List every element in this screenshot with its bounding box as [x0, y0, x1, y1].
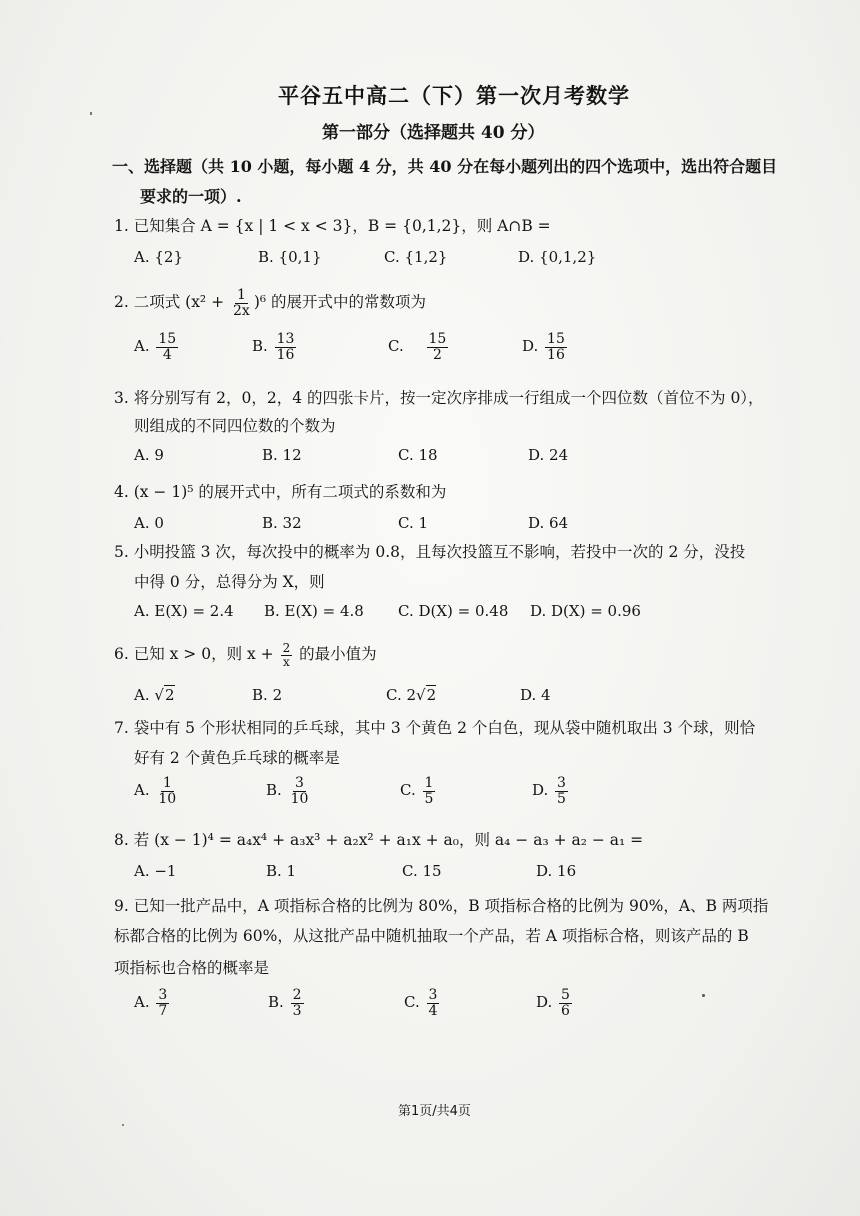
fraction-numerator: 3	[295, 775, 304, 791]
option-fraction	[427, 332, 449, 362]
fraction-numerator: 3	[158, 987, 168, 1003]
option-fraction	[289, 776, 311, 806]
question-6-option-a	[134, 686, 175, 704]
question-2-stem-fraction	[231, 288, 252, 318]
fraction-numerator: 13	[276, 331, 295, 347]
question-3-option-c: C. 18	[398, 446, 438, 464]
question-2-option-d	[522, 332, 569, 362]
radicand: 2	[164, 686, 175, 704]
option-letter: B.	[266, 781, 282, 800]
fraction-denominator: 5	[424, 790, 434, 807]
option-letter: C.	[386, 686, 402, 704]
option-fraction	[555, 776, 568, 806]
question-6-option-c	[386, 686, 436, 704]
question-7-option-d	[532, 776, 570, 806]
question-4-option-c: C. 1	[398, 514, 429, 532]
question-8-stem: 8. 若 (x − 1)⁴ = a₄x⁴ + a₃x³ + a₂x² + a₁x + a₀，则 a₄ − a₃ + a₂ − a₁ =	[114, 831, 644, 849]
option-letter: A.	[134, 337, 150, 356]
fraction-numerator: 3	[428, 987, 438, 1003]
question-8-option-c: C. 15	[402, 862, 442, 880]
option-fraction	[559, 988, 572, 1018]
question-3-option-d: D. 24	[528, 446, 569, 464]
question-8-option-a: A. −1	[134, 862, 177, 880]
fraction-numerator: 1	[162, 775, 172, 791]
option-letter: C.	[400, 781, 416, 800]
section-instruction-line2: 要求的一项）.	[140, 187, 242, 206]
option-value: 4	[541, 686, 551, 704]
question-5-stem-line2: 中得 0 分，总得分为 X，则	[134, 573, 325, 591]
question-5-option-a: A. E(X) = 2.4	[134, 602, 234, 620]
option-letter: C.	[404, 993, 420, 1012]
question-1-option-d: D. {0,1,2}	[518, 248, 597, 266]
radicand: 2	[426, 686, 437, 704]
question-6-stem-post: 的最小值为	[294, 645, 377, 664]
option-letter: D.	[522, 337, 539, 356]
question-2-option-c	[388, 332, 450, 362]
exam-title: 平谷五中高二（下）第一次月考数学	[278, 83, 630, 108]
section-instruction-line1: 一、选择题（共 10 小题，每小题 4 分，共 40 分在每小题列出的四个选项中，选出符合题目	[112, 157, 778, 176]
radical-sign: √	[154, 686, 164, 704]
question-8-option-d: D. 16	[536, 862, 577, 880]
option-letter: D.	[536, 993, 553, 1012]
question-5-option-b: B. E(X) = 4.8	[264, 602, 364, 620]
question-4-option-b: B. 32	[262, 514, 302, 532]
question-4-option-a: A. 0	[134, 514, 164, 532]
question-4-option-d: D. 64	[528, 514, 569, 532]
option-letter: B.	[252, 337, 268, 356]
question-1-option-c: C. {1,2}	[384, 248, 448, 266]
scan-speck	[122, 1124, 124, 1126]
option-letter: B.	[252, 686, 268, 704]
question-1-option-a: A. {2}	[134, 248, 183, 266]
part-heading: 第一部分（选择题共 40 分）	[322, 123, 545, 143]
scan-speck	[90, 112, 92, 115]
question-5-option-d: D. D(X) = 0.96	[530, 602, 641, 620]
fraction-numerator: 5	[561, 987, 570, 1003]
question-7-stem-line1: 7. 袋中有 5 个形状相同的乒乓球，其中 3 个黄色 2 个白色，现从袋中随机取出 3 个球，则恰	[114, 719, 756, 737]
fraction-denominator: 10	[158, 790, 177, 807]
page-number: 第1页/共4页	[398, 1104, 471, 1119]
fraction-denominator: 3	[292, 1002, 302, 1019]
option-fraction	[275, 332, 297, 362]
question-6-option-b	[252, 686, 282, 704]
scan-speck	[702, 994, 705, 997]
fraction-denominator: 2	[432, 346, 442, 363]
question-9-stem-line3: 项指标也合格的概率是	[114, 959, 270, 977]
fraction-numerator: 15	[428, 331, 447, 347]
question-7-option-b	[266, 776, 312, 806]
fraction-denominator: 16	[547, 346, 565, 363]
question-6-option-d	[520, 686, 551, 704]
question-9-option-b	[268, 988, 306, 1018]
question-7-option-c	[400, 776, 437, 806]
question-2-stem-pre: 2. 二项式 (x² +	[114, 293, 229, 312]
fraction-denominator: 16	[276, 346, 295, 363]
radical-sign: √	[416, 686, 426, 704]
option-fraction	[545, 332, 567, 362]
option-fraction	[291, 988, 304, 1018]
question-4-stem: 4. (x − 1)⁵ 的展开式中，所有二项式的系数和为	[114, 483, 447, 501]
question-1-stem: 1. 已知集合 A = {x | 1 < x < 3}，B = {0,1,2}，则 A∩B =	[114, 217, 551, 235]
question-6-stem-pre: 6. 已知 x > 0，则 x +	[114, 645, 279, 664]
option-fraction	[156, 332, 178, 362]
option-letter: D.	[532, 781, 549, 800]
question-3-option-b: B. 12	[262, 446, 302, 464]
fraction-denominator: 7	[158, 1002, 168, 1019]
question-2-stem	[114, 288, 426, 318]
fraction-denominator: 5	[557, 790, 566, 807]
fraction-numerator: 15	[547, 331, 565, 347]
question-7-option-a	[134, 776, 180, 806]
coefficient: 2	[406, 686, 417, 704]
option-letter: A.	[134, 781, 150, 800]
fraction-denominator: 2x	[233, 302, 250, 319]
option-letter: C.	[388, 337, 404, 356]
fraction-numerator: 2	[292, 987, 302, 1003]
question-9-option-c	[404, 988, 441, 1018]
option-letter: A.	[134, 993, 150, 1012]
option-fraction	[156, 988, 169, 1018]
option-letter: A.	[134, 686, 150, 704]
question-9-option-d	[536, 988, 574, 1018]
fraction-denominator: 6	[561, 1002, 570, 1019]
fraction-numerator: 3	[557, 775, 566, 791]
option-fraction	[427, 988, 440, 1018]
question-2-stem-post: )⁶ 的展开式中的常数项为	[253, 293, 427, 312]
fraction-numerator: 2	[282, 641, 291, 655]
question-3-stem-line1: 3. 将分别写有 2，0，2，4 的四张卡片，按一定次序排成一行组成一个四位数（首位不为 0），	[114, 389, 764, 407]
question-5-option-c: C. D(X) = 0.48	[398, 602, 509, 620]
fraction-denominator: x	[283, 654, 290, 669]
option-value: 2	[272, 686, 283, 704]
question-2-option-a	[134, 332, 180, 362]
fraction-numerator: 1	[236, 287, 246, 303]
fraction-numerator: 1	[424, 775, 434, 791]
question-7-stem-line2: 好有 2 个黄色乒乓球的概率是	[134, 749, 340, 767]
question-6-stem	[114, 642, 377, 668]
question-8-option-b: B. 1	[266, 862, 297, 880]
question-6-stem-fraction	[281, 642, 293, 668]
question-3-stem-line2: 则组成的不同四位数的个数为	[134, 417, 336, 435]
option-letter: B.	[268, 993, 284, 1012]
option-fraction	[156, 776, 178, 806]
fraction-denominator: 10	[290, 790, 309, 807]
question-1-option-b: B. {0,1}	[258, 248, 322, 266]
question-2-option-b	[252, 332, 298, 362]
question-9-stem-line2: 标都合格的比例为 60%，从这批产品中随机抽取一个产品，若 A 项指标合格，则该产品的 B	[114, 927, 749, 945]
fraction-denominator: 4	[162, 346, 172, 363]
question-5-stem-line1: 5. 小明投篮 3 次，每次投中的概率为 0.8，且每次投篮互不影响，若投中一次的 2 分，没投	[114, 543, 746, 561]
question-9-option-a	[134, 988, 171, 1018]
question-9-stem-line1: 9. 已知一批产品中，A 项指标合格的比例为 80%，B 项指标合格的比例为 90%，A、B 两项指	[114, 897, 769, 915]
option-fraction	[423, 776, 436, 806]
option-letter: D.	[520, 686, 537, 704]
fraction-numerator: 15	[158, 331, 177, 347]
fraction-denominator: 4	[428, 1002, 438, 1019]
question-3-option-a: A. 9	[134, 446, 164, 464]
